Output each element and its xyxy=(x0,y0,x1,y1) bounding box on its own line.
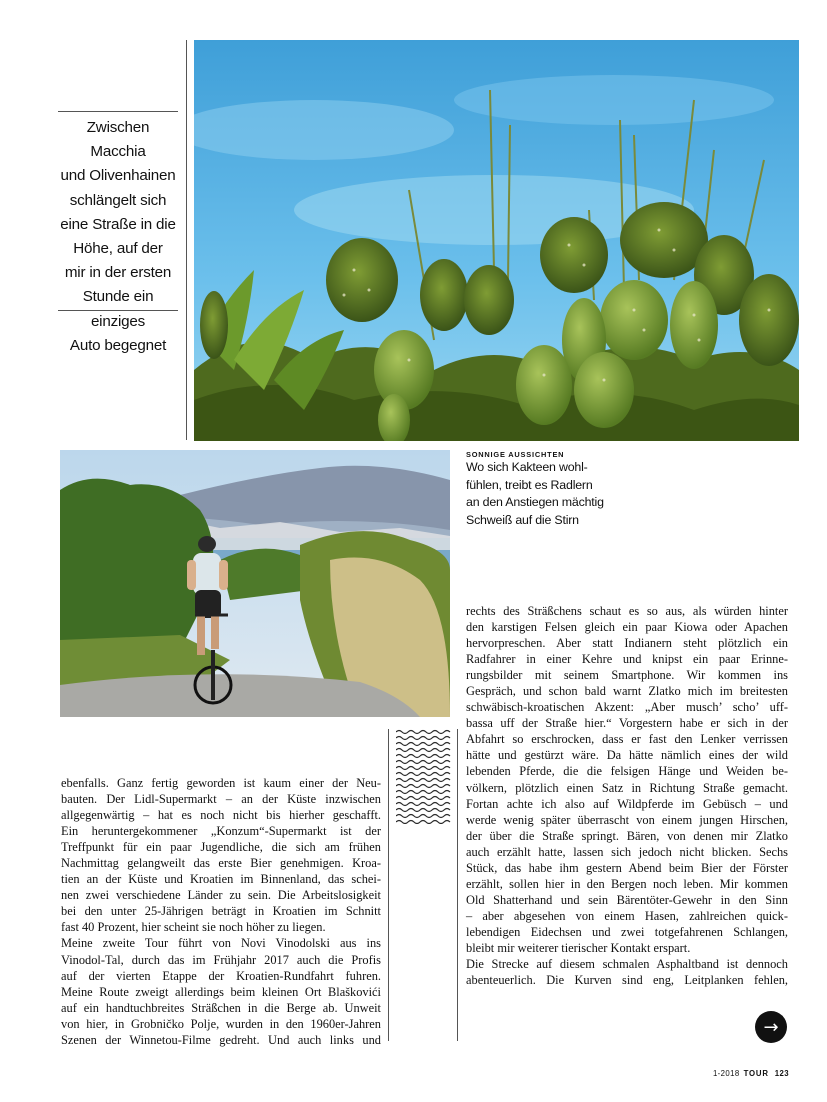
caption-text xyxy=(466,459,616,529)
caption-line: Schweiß auf die Stirn xyxy=(466,512,579,527)
body-line: lebendigen Eidechsen und zwei totgefahrenen Schlangen, xyxy=(466,924,788,939)
body-text-left-column xyxy=(61,775,381,1048)
body-line: schwäbisch-kroatischen Akzent: „Aber musch’ scho’ uff- xyxy=(466,700,788,715)
body-line: Old Shatterhand und sein Bärentöter-Gewehr in den Sinn xyxy=(466,892,788,907)
body-line: auf ein handtuchbreites Sträßchen in die Berge ab. Unweit xyxy=(61,1000,381,1015)
pullquote-rule-bottom xyxy=(58,310,178,311)
body-line: Nachmittag gelangweilt das erste Bier genehmigen. Kroa- xyxy=(61,856,381,871)
caption-line: an den Anstiegen mächtig xyxy=(466,495,604,509)
pull-quote-line: Stunde ein einziges xyxy=(82,288,154,330)
arrow-right-icon: → xyxy=(763,1016,779,1038)
pull-quote-line: schlängelt sich xyxy=(69,191,167,209)
body-line: Radfahrer in einer Kehre und knipst ein paar Erinne- xyxy=(466,652,788,667)
body-line: bleibt mir weiterer tierischer Kontakt erspart. xyxy=(466,940,691,955)
body-line: bei den unter 25-Jährigen beträgt in Kroatien im Schnitt xyxy=(61,904,381,919)
body-line: – aber abgesehen von einem Hasen, zahlreichen quick- xyxy=(466,908,788,923)
wave-pattern-icon xyxy=(396,729,451,824)
pull-quote-line: mir in der ersten xyxy=(64,264,172,282)
next-page-button[interactable] xyxy=(755,1011,787,1043)
cyclist-photo xyxy=(60,450,450,717)
page-number: 123 xyxy=(774,1069,789,1078)
body-line: hätte und gestürzt wäre. Da hätte nämlich eines der wild xyxy=(466,748,788,763)
body-line: bassa uff der Straße hier.“ Vorgestern habe er sich in der xyxy=(466,716,788,731)
body-line: nen zwei verschiedene Länder zu sein. Die Arbeitslosigkeit xyxy=(61,888,381,903)
body-line: Szenen der Winnetou-Filme gedreht. Und auch links und xyxy=(61,1032,381,1047)
body-line: erzählt, sollen hier in den Bergen noch leben. Mir kommen xyxy=(466,876,788,891)
pull-quote-line: eine Straße in die xyxy=(60,215,176,233)
body-line: Die Strecke auf diesem schmalen Asphaltband ist dennoch xyxy=(466,957,788,972)
body-line: völkern, plötzlich einen Satz in Richtung Straße gemacht. xyxy=(466,780,788,795)
body-line: Fortan achte ich also auf Wildpferde im Gebüsch – und xyxy=(466,796,788,811)
body-line: Vinodol-Tal, durch das im Frühjahr 2017 auch die Profis xyxy=(61,952,381,967)
body-line: auf der vierten Etappe der Kroatien-Rundfahrt fuhren. xyxy=(61,968,381,983)
page-footer xyxy=(713,1069,789,1078)
body-line: ebenfalls. Ganz fertig geworden ist kaum einer der Neu- xyxy=(61,776,381,790)
body-line: Gespräch, und schon bald warnt Zlatko mich im breitesten xyxy=(466,684,788,699)
body-line: hervorpreschen. Aber statt Indianern steht plötzlich ein xyxy=(466,636,788,651)
pull-quote-line: und Olivenhainen xyxy=(60,167,176,185)
body-line: rechts des Sträßchens schaut es so aus, als würden hinter xyxy=(466,604,788,618)
body-line: von hier, in Grobničko Polje, wurden in den 1960er-Jahren xyxy=(61,1016,381,1031)
body-line: Stück, das habe ihm gestern Abend beim Bier der Förster xyxy=(466,860,788,875)
pullquote-rule-top xyxy=(58,111,178,112)
pull-quote-line: Höhe, auf der xyxy=(73,240,163,258)
pullquote-divider-vertical xyxy=(186,40,187,440)
caption-line: fühlen, treibt es Radlern xyxy=(466,477,593,492)
body-line: Meine Route zweigt allerdings beim kleinen Ort Blaškovići xyxy=(61,984,381,999)
body-line: Meine zweite Tour führt von Novi Vinodolski aus ins xyxy=(61,936,381,951)
body-line: werde wenig später überrascht von einem jungen Hirschen, xyxy=(466,812,788,827)
body-line: abenteuerlich. Die Kurven sind eng, Leitplanken fehlen, xyxy=(466,973,788,988)
body-line: Abfahrt so erschrocken, dass er fast den Lenker verrissen xyxy=(466,732,788,747)
body-line: bauten. Der Lidl-Supermarkt – an der Küste inzwischen xyxy=(61,792,381,807)
body-line: den karstigen Felsen gleich ein paar Kiowa oder Apachen xyxy=(466,620,788,635)
caption-label: SONNIGE AUSSICHTEN xyxy=(466,450,565,459)
body-line: Ein heruntergekommener „Konzum“-Supermarkt ist der xyxy=(61,824,381,839)
issue-number: 1-2018 xyxy=(712,1069,740,1078)
column-divider-right xyxy=(457,729,458,1041)
body-line: der über die Straße springt. Bären, von denen mir Zlatko xyxy=(466,828,788,843)
body-line: fast 40 Prozent, hier scheint sie noch höher zu liegen. xyxy=(61,920,326,935)
body-line: auch erzählt hatte, lassen sich jedoch nicht blicken. Sechs xyxy=(466,844,788,859)
pull-quote-line: Zwischen Macchia xyxy=(86,119,150,161)
body-line: allgegenwärtig – hat es noch nicht bis hierher geschafft. xyxy=(61,808,381,823)
cactus-photo xyxy=(194,40,799,441)
body-text-right-column xyxy=(466,603,788,988)
pull-quote-line: Auto begegnet xyxy=(69,336,167,354)
pull-quote xyxy=(58,116,178,358)
body-line: Treffpunkt für ein paar Jugendliche, die sich am frühen xyxy=(61,840,381,855)
caption-line: Wo sich Kakteen wohl- xyxy=(466,460,588,474)
body-line: lebenden Pferde, die die felsigen Hänge und Weiden be- xyxy=(466,764,788,779)
column-divider-left xyxy=(388,729,389,1041)
magazine-name: TOUR xyxy=(743,1069,769,1078)
body-line: rungsbilder mit seinem Smartphone. Wir kommen ins xyxy=(466,668,788,683)
body-line: tien an der Küste und Kroatien im Binnenland, das schei- xyxy=(61,872,381,887)
